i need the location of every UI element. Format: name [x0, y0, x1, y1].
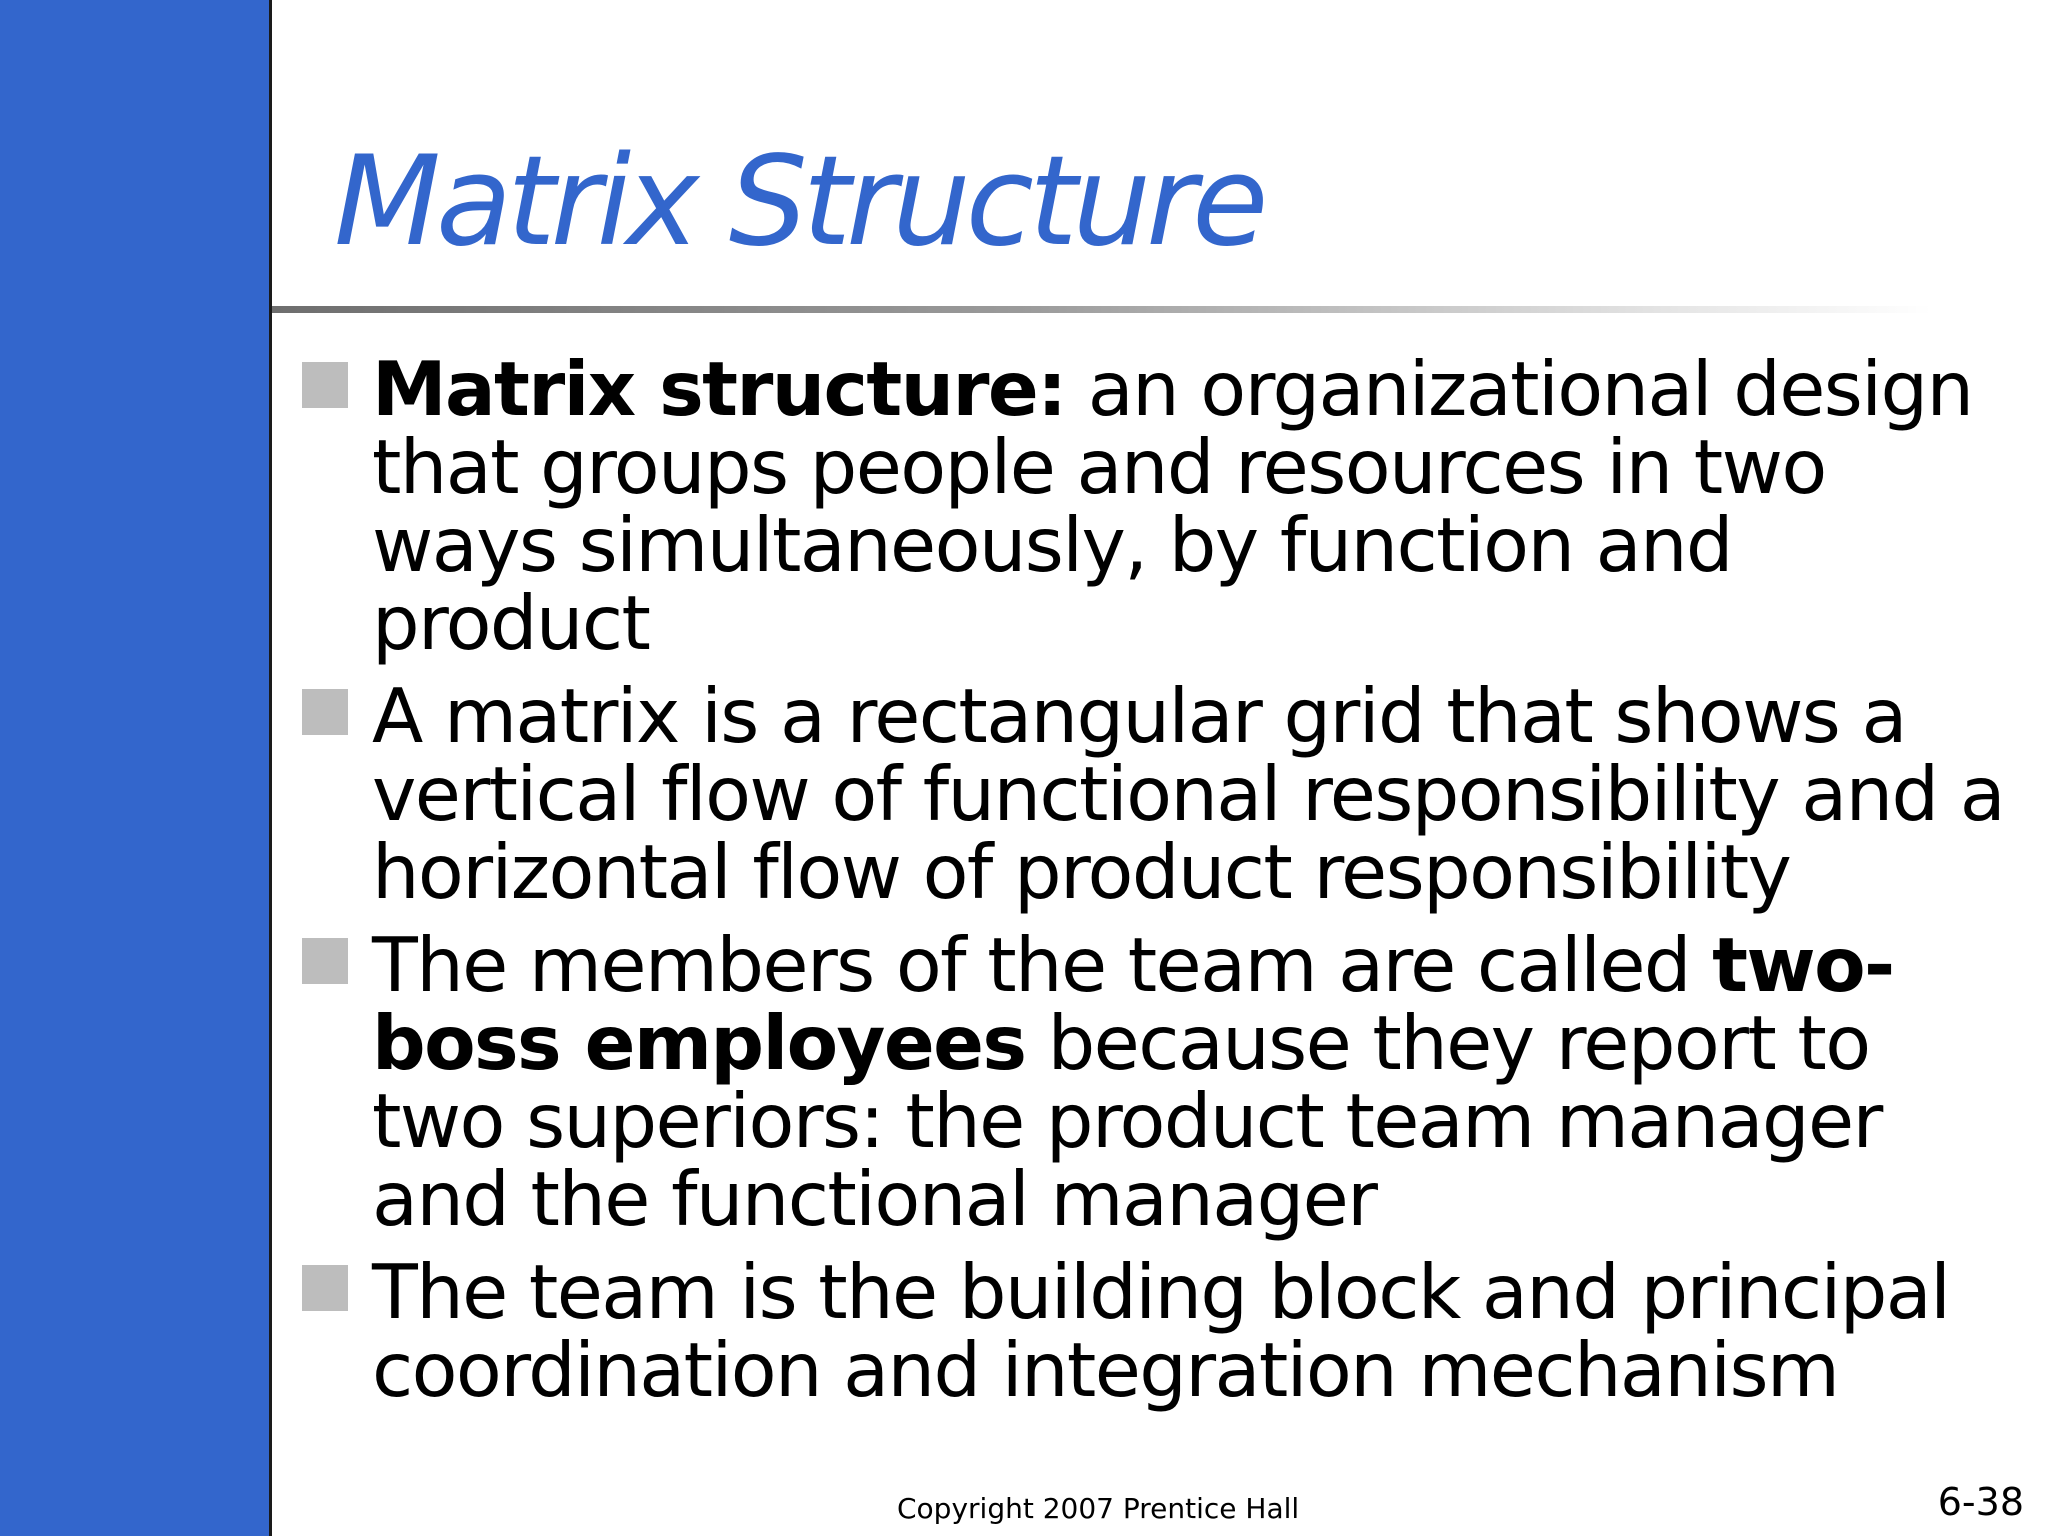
bullet-item-two-boss-employees	[300, 921, 2020, 1243]
bullet-text: an organizational design that groups people and resources in two ways simultaneously, by function and product	[372, 345, 1973, 667]
bullet-list	[300, 345, 2020, 1424]
footer-copyright: Copyright 2007 Prentice Hall	[897, 1492, 1300, 1525]
bullet-item-team-building-block	[300, 1248, 2020, 1414]
left-accent-bar	[0, 0, 272, 1536]
bullet-item-matrix-grid	[300, 672, 2020, 916]
bullet-text: The team is the building block and principal coordination and integration mechanism	[372, 1248, 1950, 1414]
square-bullet-icon	[302, 689, 348, 735]
slide-page-number: 6-38	[1937, 1480, 2024, 1524]
bullet-term: two-boss employees	[372, 921, 1894, 1087]
bullet-term: Matrix structure:	[372, 345, 1066, 433]
bullet-text: A matrix is a rectangular grid that shows a vertical flow of functional responsibility and a horizontal flow of product responsibility	[372, 672, 2005, 916]
bullet-item-matrix-structure-definition	[300, 345, 2020, 667]
square-bullet-icon	[302, 1265, 348, 1311]
title-divider	[272, 306, 1932, 313]
bullet-text-before: The members of the team are called	[372, 921, 1713, 1009]
square-bullet-icon	[302, 362, 348, 408]
bullet-text-after: because they report to two superiors: the product team manager and the functional manager	[372, 999, 1882, 1243]
square-bullet-icon	[302, 938, 348, 984]
slide-title: Matrix Structure	[334, 130, 1264, 274]
